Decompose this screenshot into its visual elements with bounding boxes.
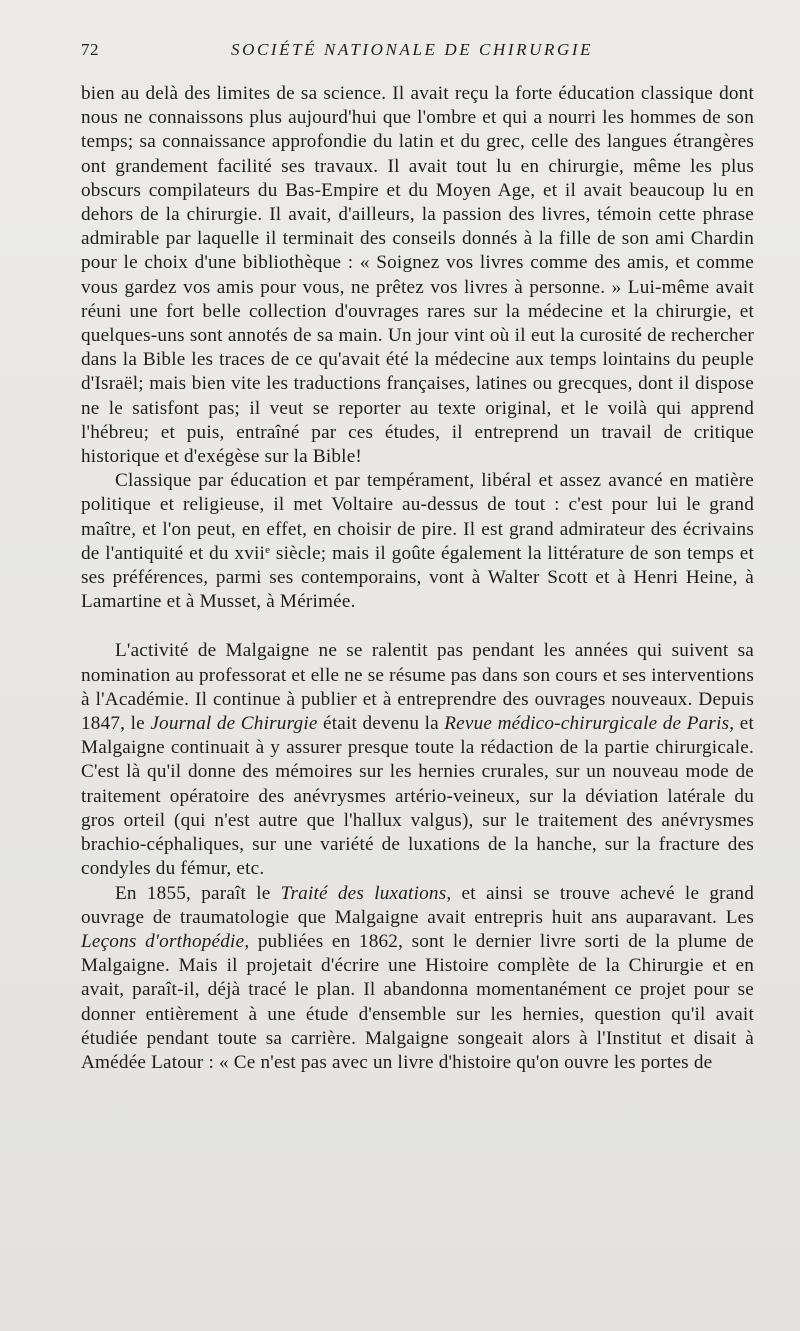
paragraph-3-text-2: était devenu la bbox=[317, 713, 445, 735]
journal-title: Journal de Chirurgie bbox=[150, 713, 318, 735]
paragraph-2 bbox=[81, 469, 754, 614]
body-text bbox=[81, 82, 754, 1075]
paragraph-4-text-3: , publiées en 1862, sont le dernier livre sorti de la plume de Malgaigne. Mais il projetait d'écrire une Histoire complète de la Chirurgie et en avait, paraît-il, déjà tracé le plan. Il abandonna momentanément ce projet pour se donner entièrement à une étude d'ensemble sur les hernies, question qu'il avait étudiée pendant toute sa carrière. Malgaigne songeait alors à l'Institut et disait à Amédée Latour : « Ce n'est pas avec un livre d'histoire qu'on ouvre les portes de bbox=[81, 930, 754, 1073]
paragraph-1: bien au delà des limites de sa science. Il avait reçu la forte éducation classique dont nous ne connaissons plus aujourd'hui que l'ombre et qui a nourri les hommes de son temps; sa connaissance approfondie du latin et du grec, celle des langues étrangères ont grandement facilité ses travaux. Il avait tout lu en chirurgie, même les plus obscurs compilateurs du Bas-Empire et du Moyen Age, et il avait beaucoup lu en dehors de la chirurgie. Il avait, d'ailleurs, la passion des livres, témoin cette phrase admirable par laquelle il terminait des conseils donnés à la fille de son ami Chardin pour le choix d'une bibliothèque : « Soignez vos livres comme des amis, et comme vous gardez vos amis pour vous, ne prêtez vos livres à personne. » Lui-même avait réuni une fort belle collection d'ouvrages rares sur la médecine et la chirurgie, et quelques-uns sont annotés de sa main. Un jour vint où il eut la curosité de rechercher dans la Bible les traces de ce qu'avait été la médecine aux temps lointains du peuple d'Israël; mais bien vite les traductions françaises, latines ou grecques, dont il dispose ne le satisfont pas; il veut se reporter au texte original, et le voilà qui apprend l'hébreu; et puis, entraîné par ces études, il entreprend un travail de critique historique et d'exégèse sur la Bible! bbox=[81, 83, 754, 468]
lecons-title: Leçons d'orthopédie bbox=[81, 930, 245, 952]
running-title: SOCIÉTÉ NATIONALE DE CHIRURGIE bbox=[231, 40, 594, 59]
paragraph-4-text-1: En 1855, paraît le bbox=[115, 882, 281, 904]
paragraph-3 bbox=[81, 639, 754, 881]
paragraph-2-text-end: siècle; mais il goûte également la littérature de son temps et ses préférences, parmi ses contemporains, vont à Walter Scott et à Henri Heine, à Lamartine et à Musset, à Mérimée. bbox=[81, 542, 754, 613]
paragraph-2-text-start: Classique par éducation et par tempérament, libéral et assez avancé en matière politique et religieuse, il met Voltaire au-dessus de tout : c'est pour lui le grand maître, et l'on peut, en effet, en choisir de pire. Il est grand admirateur des écrivains de l'antiquité et du xvii bbox=[81, 470, 754, 564]
century-superscript: e bbox=[265, 543, 271, 556]
page-number: 72 bbox=[81, 40, 99, 59]
traite-title: Traité des luxations bbox=[280, 882, 447, 904]
paragraph-4 bbox=[81, 882, 754, 1076]
revue-title: Revue médico-chirurgicale de Paris bbox=[444, 713, 730, 735]
section-gap bbox=[81, 614, 754, 639]
page-header bbox=[81, 40, 754, 64]
paragraph-3-text-3: , et Malgaigne continuait à y assurer presque toute la rédaction de la partie chirurgicale. C'est là qu'il donne des mémoires sur les hernies crurales, sur un nouveau mode de traitement opératoire des anévrysmes artério-veineux, sur la déviation latérale du gros orteil (qui n'est autre que l'hallux valgus), sur le traitement des anévrysmes brachio-céphaliques, sur une variété de luxations de la hanche, sur la fracture des condyles du fémur, etc. bbox=[81, 713, 754, 880]
paragraph-3-text-1: L'activité de Malgaigne ne se ralentit pas pendant les années qui suivent sa nomination au professorat et elle ne se résume pas dans son cours et ses interventions à l'Académie. Il continue à publier et à entreprendre des ouvrages nouveaux. Depuis 1847, le bbox=[81, 640, 754, 735]
paragraph-4-text-2: , et ainsi se trouve achevé le grand ouvrage de traumatologie que Malgaigne avait entrepris huit ans auparavant. Les bbox=[81, 882, 755, 928]
